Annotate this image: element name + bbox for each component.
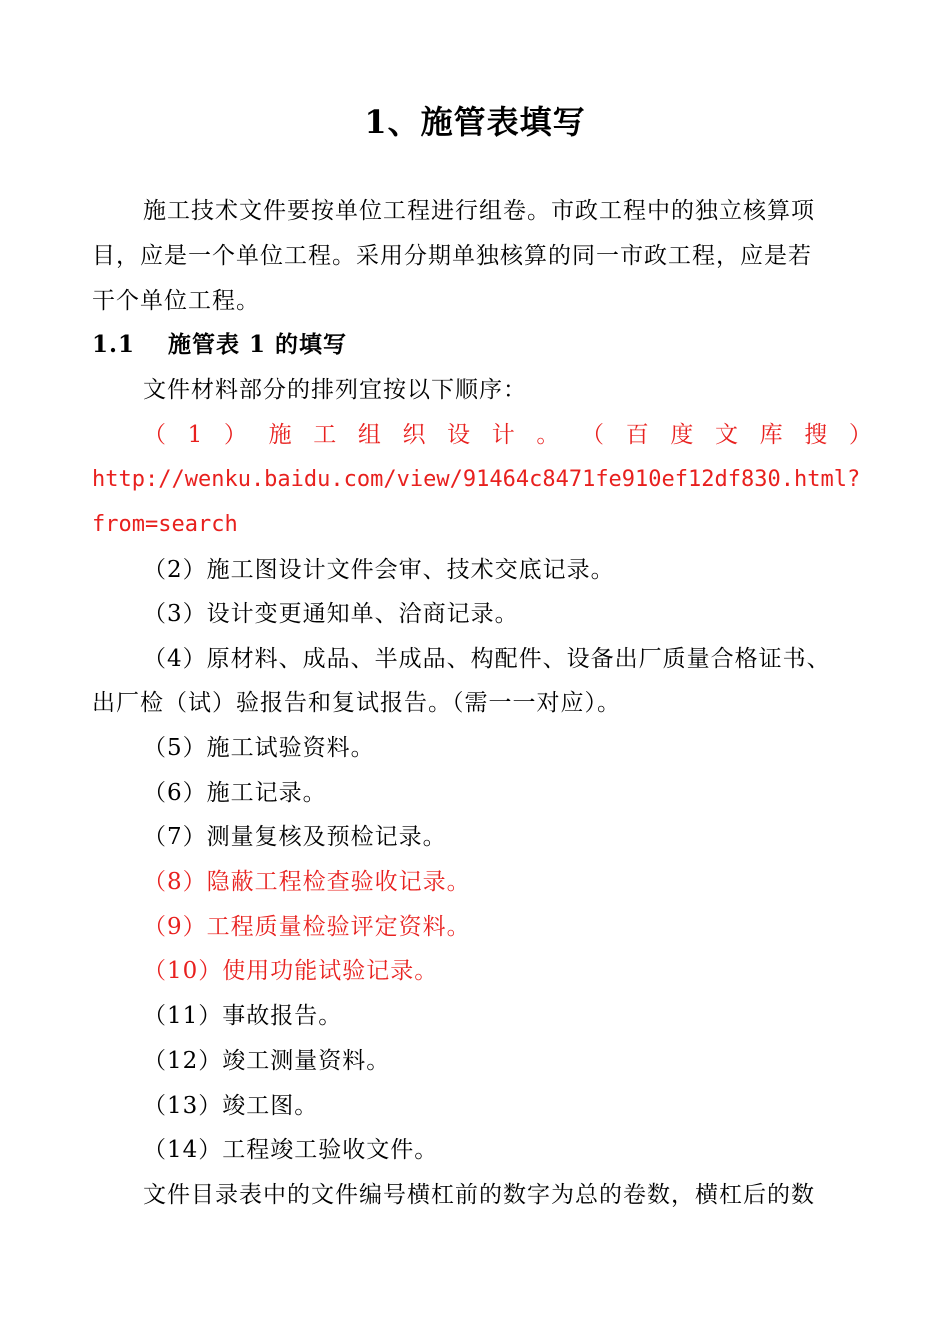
item-1-char: （: [143, 422, 167, 448]
item-1-char: 组: [357, 422, 382, 448]
list-item: （12）竣工测量资料。: [143, 1048, 391, 1074]
item-1-char: 。: [536, 422, 561, 448]
intro-line-3: 干个单位工程。: [92, 288, 260, 314]
item-1-char: 施: [268, 422, 293, 448]
list-item: （14）工程竣工验收文件。: [143, 1137, 439, 1163]
page-title: 1、施管表填写: [364, 103, 586, 141]
list-item: （4）原材料、成品、半成品、构配件、设备出厂质量合格证书、: [143, 646, 831, 672]
list-item: （11）事故报告。: [143, 1003, 343, 1029]
list-item: （5）施工试验资料。: [143, 735, 375, 761]
item-1-url-line-2: from=search: [92, 512, 238, 537]
item-1-char: ）: [223, 422, 248, 448]
list-item: （13）竣工图。: [143, 1093, 319, 1119]
item-1-char: （: [581, 422, 606, 448]
intro-line-2: 目，应是一个单位工程。采用分期单独核算的同一市政工程，应是若: [92, 243, 812, 269]
item-1-char: 库: [759, 422, 784, 448]
list-item: （7）测量复核及预检记录。: [143, 824, 447, 850]
order-intro: 文件材料部分的排列宜按以下顺序：: [143, 377, 527, 403]
item-1-char: 工: [313, 422, 338, 448]
list-item: （8）隐蔽工程检查验收记录。: [143, 869, 471, 895]
section-number: 1.1: [92, 331, 136, 358]
list-item: （10）使用功能试验记录。: [143, 958, 439, 984]
item-1-char: ）: [848, 422, 873, 448]
item-1-line: [143, 418, 873, 452]
item-1-char: 设: [447, 422, 472, 448]
item-1-url-line-1: http://wenku.baidu.com/view/91464c8471fe910ef12df830.html?: [92, 467, 861, 492]
section-title: 施管表 1 的填写: [168, 331, 348, 358]
list-item: （3）设计变更通知单、洽商记录。: [143, 601, 519, 627]
item-1-char: 百: [625, 422, 650, 448]
item-1-char: 搜: [804, 422, 829, 448]
item-1-char: 文: [714, 422, 739, 448]
list-item: 出厂检（试）验报告和复试报告。（需一一对应）。: [92, 690, 621, 716]
item-1-char: 计: [491, 422, 516, 448]
item-1-char: 织: [402, 422, 427, 448]
closing-line: 文件目录表中的文件编号横杠前的数字为总的卷数，横杠后的数: [143, 1182, 815, 1208]
intro-line-1: 施工技术文件要按单位工程进行组卷。市政工程中的独立核算项: [143, 198, 815, 224]
list-item: （6）施工记录。: [143, 780, 327, 806]
section-heading: [92, 328, 872, 362]
list-item: （2）施工图设计文件会审、技术交底记录。: [143, 557, 615, 583]
item-1-char: 度: [670, 422, 695, 448]
list-item: （9）工程质量检验评定资料。: [143, 914, 471, 940]
item-1-char: 1: [187, 422, 204, 448]
